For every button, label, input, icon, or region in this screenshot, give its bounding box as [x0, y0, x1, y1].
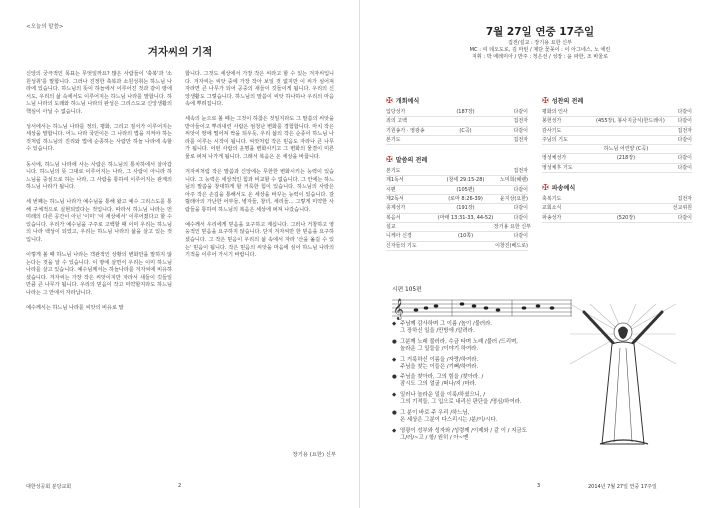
bullet-icon: ● [392, 374, 397, 381]
footer-date: 2014년 7월 27일 연중 17주일 [588, 484, 657, 490]
liturgy-row: 본기도 집전자 [386, 167, 528, 176]
paragraph: 세속의 눈으로 볼 때는 그것이 하찮은 것일지라도 그 말씀의 씨앗을 받아들이고 뿌리내린 사람은 엄청난 변화를 경험합니다. 마치 작은 씨앗이 땅에 떨어져 싹을 틔우듯, 우리 삶의 작은 순종이 하느님 나라를 이루는 시작이 됩니다. 씨앗처럼 작은 믿음도 자라나 큰 나무가 됩니다. 어떤 사람의 운명을 변화시키고 그 변화의 물결이 미른 물로 퍼져 나가게 됩니다. 그래서 복음은 온 세상을 바꿉니다. [185, 116, 334, 161]
bullet-icon: ● [392, 338, 397, 345]
lyric-verse: ◆ 일러나 놀라운 일을 이룩/하셨으니, / 그의 기적들, 그 입으로 내리신 판단을 /명심/하여라. [392, 392, 522, 406]
bullet-icon: ◆ [392, 321, 397, 327]
psalm-score [392, 284, 572, 324]
author-signature: 장기용 (요한) 신부 [292, 452, 336, 458]
bullet-icon: ◆ [392, 427, 397, 434]
liturgy-row: 기원송가 · 영광송 (C곡) 다같이 [386, 127, 528, 136]
lyric-verse: ◆ 영광이 성부와 성자와 /성령께 /이제와 / 같 이 / 지금도 그/러/~고 / 항/ 원히 / 아~멘 [392, 427, 527, 441]
paragraph: 예수께서는 하느님 나라를 씨앗의 비유로 말 [26, 304, 124, 311]
lyric-verse: ● 그분께 노래 불러라, 수금 타며 노래 /불러 /드리며, 놀라운 그 일들을 /이야기 하여라. [392, 338, 518, 352]
lyric-verse: ◆ 주님께 감사하며 그 이름 /높이 /불러라. 그 장하신 일을 /만방에 /알려라. [392, 321, 493, 334]
paragraph: 세 번째는 하느님 나라가 예수님을 통해 왔고 예수 그리스도를 통해 구체적으로 실현되었다는 것입니다. 따라서 하느님 나라는 먼 미래의 다른 공간이 아닌 '이미' '이 세상에서' 이루어졌다고 할 수 있습니다. 우리가 예수님을 구주로 고백할 때 이미 우리는 하느님의 나라 백성이 되었고, 우리는 하느님 나라의 삶을 살고 있는 것입니다. [26, 199, 172, 244]
liturgy-row: 죄의 고백 집전자 [386, 117, 528, 126]
lyric-verse: ● 주님을 찾아라, 그의 힘을 /찾아라. / 잠시도 그의 얼굴 /떠나/지 /마라. [392, 374, 484, 388]
liturgy-row: 파송성가 (520장) 다같이 [542, 214, 692, 223]
order-of-service-left [386, 94, 531, 251]
paragraph: 신앙의 궁극적인 목표는 무엇일까요? 많은 사람들이 '축복'과 '소원성취'를 말합니다. 그러나 진정한 축복과 소원성취는 하느님 나라에 있습니다. 하느님의 뜻이 하늘에서 이루어진 것과 같이 땅에서도, 우리의 삶 속에서도 이루어지는 하느님 나라를 말합니다. 하느님 나라의 도래와 하느님 나라의 완성은 그리스도교 신앙생활의 핵심이 아닐 수 없습니다. [26, 71, 172, 115]
liturgy-row: 제2독서 (로마 8:26-39) 윤지상(요한) [386, 195, 528, 204]
liturgy-row: 봉헌성가 (455장), 봉사지금식(한드레이) 다같이 [542, 117, 692, 126]
footer-church: 대한성공회 분당교회 [26, 484, 72, 490]
bullet-icon: ● [392, 410, 397, 417]
paragraph: 예수께서 우리에게 믿음을 요구하고 계십니다. 그러나 거창하고 영웅적인 믿음을 요구하지 않습니다. 단지 겨자씨만 한 믿음을 요구하셨습니다. 그 작은 믿음이 우리의 삶 속에서 자라 '산을 옮길 수 있는' 믿음이 됩니다. 작은 믿음의 씨앗을 마음에 심어 하느님 나라의 기적을 이루어 가시기 바랍니다. [185, 221, 334, 259]
sermon-title: 겨자씨의 기적 [147, 46, 213, 58]
liturgy-row: 평화의 인사 다같이 [542, 108, 692, 117]
liturgy-row: 영성체후 기도 다같이 [542, 164, 692, 173]
liturgy-row: 주님의 기도 다같이 [542, 136, 692, 145]
section-heading: ✠ 말씀의 전례 [386, 154, 428, 165]
liturgy-row: 니케아 신경 (10쪽) 다같이 [386, 232, 528, 241]
liturgy-row: 신자들의 기도 이창진(베드로) [386, 242, 528, 251]
paragraph: 이렇게 볼 때 하느님 나라는 객관적인 상황의 변화만을 말하지 않는다는 것을 알 수 있습니다. 이 땅에 살면서 우리는 이미 하느님 나라를 살고 있습니다. 예수님께서는 하늘나라를 겨자씨에 비유하셨습니다. 겨자씨는 가장 작은 씨앗이지만 자라서 새들이 깃들일 만큼 큰 나무가 됩니다. 우리의 믿음이 작고 미약할지라도 하느님 나라는 그 안에서 자라납니다. [26, 252, 172, 296]
psalm-title: 시편 105편 [392, 287, 422, 293]
liturgy-row: 본기도 집전자 [386, 136, 528, 145]
paragraph: 동시에, 하느님 나라에 사는 사람은 하느님의 통치하에서 살아갑니다. 하느님의 뜻 그대로 이루어지는 나라, 그 사람이 아니라 하느님을 중심으로 하는 나라, 그 사람을 통하여 이루어지는 관계의 하느님 나라가 됩니다. [26, 161, 172, 191]
service-title: 7월 27일 연중 17주일 [485, 26, 595, 38]
liturgy-row: 영성체성가 (218장) 다같이 [542, 154, 692, 163]
liturgy-row: 설교 장기용 요한 신부 [386, 223, 528, 232]
lyric-verse: ◆ 그 거룩하신 이름을 /자랑/하여라. 주님을 찾는 이들은 /기뻐/하여라. [392, 356, 479, 370]
liturgy-row: 축복기도 집전자 [542, 195, 692, 204]
liturgy-row: 층계성가 (191장) 다같이 [386, 204, 528, 213]
section-heading: ✠ 성찬의 전례 [542, 95, 584, 105]
page-number-left: 2 [178, 483, 182, 489]
svg-text:𝄞: 𝄞 [393, 299, 404, 320]
paragraph: 합니다. 그것도 세상에서 가장 작은 씨라고 할 수 있는 겨자씨입니다. 겨자씨는 씨앗 중에 가장 작아 보일 것 없지만 이 씨가 심어져 자라면 큰 나무가 되어 공중의 새들이 깃들이게 됩니다. 우리의 신앙생활도 그렇습니다. 하느님의 말씀이 씨앗 하나하나 우리의 마음속에 뿌려집니다. [185, 71, 334, 108]
bullet-icon: ◆ [392, 356, 397, 363]
section-kicker: <오늘의 말씀> [26, 24, 64, 30]
credit-line: MC : 여 데오도로, 김 마틴 / 제단 꽃꽂이 : 이 아그네스, 노 에린 [469, 46, 611, 53]
sermon-column-2 [185, 71, 334, 267]
sermon-column-1 [26, 71, 172, 320]
liturgy-row: 시편 (105편) 다같이 [386, 186, 528, 195]
service-credits [360, 40, 720, 61]
liturgy-row: 감사기도 집전자 [542, 127, 692, 136]
risen-christ-illustration [570, 304, 676, 450]
liturgy-row: 하느님 어린양 (C곡) [542, 145, 692, 154]
music-staff-icon [392, 296, 572, 320]
cross-icon: ✠ [386, 154, 393, 164]
section-heading: ✠ 개회예식 [386, 95, 420, 105]
order-of-service-right [542, 94, 692, 223]
credit-line: 지휘 : 박 에레미아 / 반주 : 정은선 / 성장 : 윤 파한, 조 바울로 [471, 53, 609, 60]
bullet-icon: ◆ [392, 392, 397, 399]
cross-icon: ✠ [386, 95, 393, 105]
paragraph: 성서에서는 하느님 나라를 정의, 평화, 그리고 질서가 이루어지는 세상을 말합니다. 어느 나라 국민이든 그 나라의 법을 지켜야 하는 것처럼 하느님의 진리와 법에 순종하는 사람만 하늘 나라에 속할 수 있습니다. [26, 123, 172, 153]
psalm-lyrics [392, 321, 588, 446]
credit-line: 집전/설교 : 장기용 요한 신부 [507, 40, 573, 46]
lyric-verse: ● 그 분이 바로 주 우리 /하느님, 온 세상은 그분이 다스리시는 /분/이/시다. [392, 410, 498, 423]
cross-icon: ✠ [542, 182, 549, 192]
liturgy-row: 교회소식 선교위원 [542, 204, 692, 213]
page-number-right: 3 [537, 483, 541, 489]
section-heading: ✠ 파송예식 [542, 182, 576, 193]
liturgy-row: 복음서 (마태 13:31-33, 44-52) 다같이 [386, 214, 528, 223]
cross-icon: ✠ [542, 95, 549, 105]
liturgy-row: 입당성가 (187장) 다같이 [386, 108, 528, 117]
liturgy-row: 제1독서 (창세 29:15-28) 노미희(헤렌) [386, 176, 528, 185]
paragraph: 겨자씨처럼 작은 말씀과 신앙에는 무한한 변화시키는 능력이 있습니다. 그 능력은 세상적인 힘과 비교할 수 없습니다. 그 안에는 하느님의 말씀을 창대하게 할 거룩한 힘이 있습니다. 하느님의 사랑은 아주 작은 손길을 통해서도 온 세상을 바꾸는 능력이 있습니다. 갈릴래아의 가난한 어부들, 병자들, 창녀, 세리들... 그렇게 미약한 사람들을 통하여 하느님의 복음은 세상에 퍼져 나갔습니다. [185, 169, 334, 213]
